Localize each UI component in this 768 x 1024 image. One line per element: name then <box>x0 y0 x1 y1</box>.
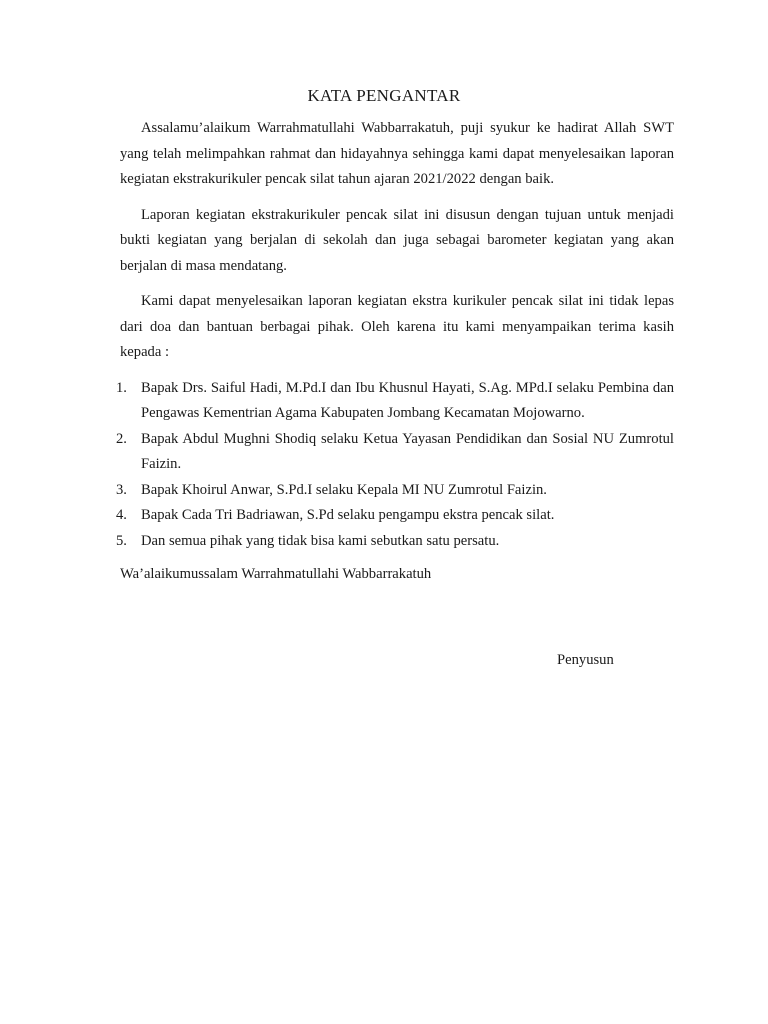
list-item <box>116 503 674 529</box>
list-item <box>116 427 674 478</box>
list-item-number: 2. <box>116 430 127 447</box>
list-item-text: Bapak Khoirul Anwar, S.Pd.I selaku Kepala MI NU Zumrotul Faizin. <box>141 481 547 498</box>
list-item-text: Dan semua pihak yang tidak bisa kami sebutkan satu persatu. <box>141 532 500 549</box>
paragraph-thanks: Kami dapat menyelesaikan laporan kegiatan ekstra kurikuler pencak silat ini tidak lepas dari doa dan bantuan berbagai pihak. Oleh karena itu kami menyampaikan terima kasih kepada : <box>120 293 674 360</box>
list-item <box>116 529 674 555</box>
list-item-number: 4. <box>116 507 127 523</box>
closing-greeting: Wa’alaikumussalam Warrahmatullahi Wabbarrakatuh <box>120 566 432 582</box>
acknowledgement-list <box>116 376 674 555</box>
list-item-text: Bapak Abdul Mughni Shodiq selaku Ketua Yayasan Pendidikan dan Sosial NU Zumrotul Faizin. <box>141 430 674 472</box>
list-item <box>116 376 674 427</box>
list-item-text: Bapak Cada Tri Badriawan, S.Pd selaku pengampu ekstra pencak silat. <box>141 507 555 523</box>
list-item <box>116 478 674 504</box>
paragraph-purpose: Laporan kegiatan ekstrakurikuler pencak silat ini disusun dengan tujuan untuk menjadi bukti kegiatan yang berjalan di sekolah dan juga sebagai barometer kegiatan yang akan berjalan di masa mendatang. <box>120 206 674 274</box>
list-item-number: 1. <box>116 379 127 396</box>
paragraph-opening: Assalamu’alaikum Warrahmatullahi Wabbarrakatuh, puji syukur ke hadirat Allah SWT yang telah melimpahkan rahmat dan hidayahnya sehingga kami dapat menyelesaikan laporan kegiatan ekstrakurikuler pencak silat tahun ajaran 2021/2022 dengan baik. <box>120 120 674 187</box>
document-body <box>116 116 674 588</box>
list-item-text: Bapak Drs. Saiful Hadi, M.Pd.I dan Ibu Khusnul Hayati, S.Ag. MPd.I selaku Pembina dan Pengawas Kementrian Agama Kabupaten Jombang Kecamatan Mojowarno. <box>141 379 674 421</box>
list-item-number: 5. <box>116 532 127 549</box>
list-item-number: 3. <box>116 481 127 498</box>
document-title: KATA PENGANTAR <box>307 86 461 105</box>
signature-label: Penyusun <box>557 652 614 668</box>
